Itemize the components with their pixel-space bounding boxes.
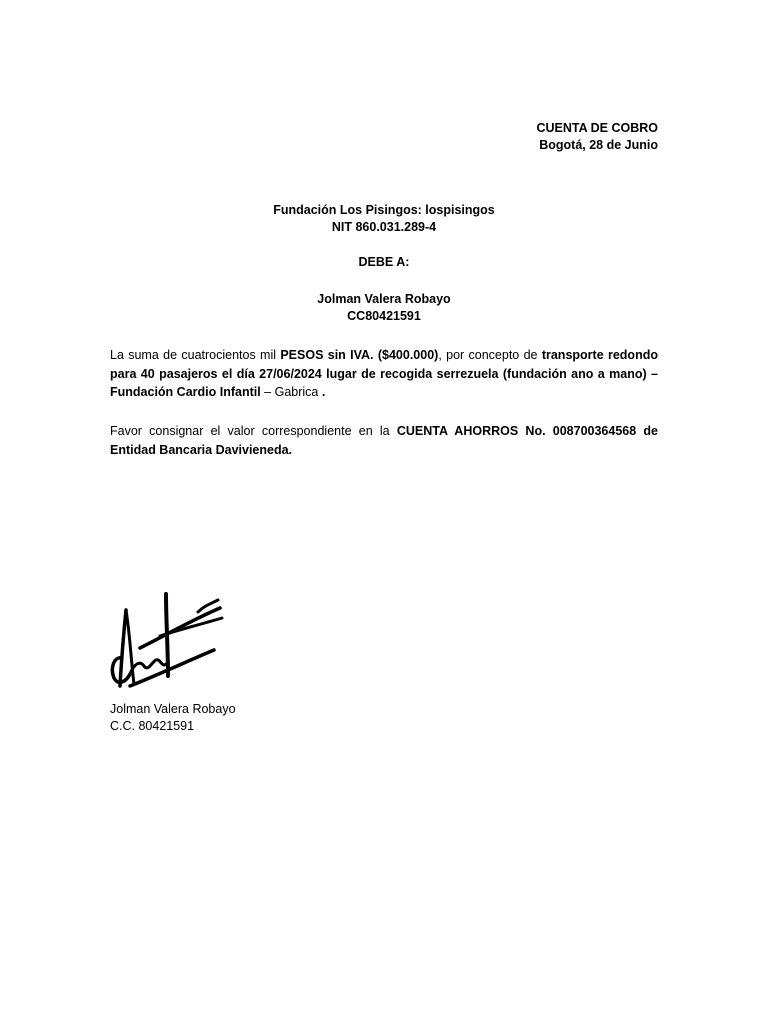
signer-block [110, 701, 236, 735]
document-title: CUENTA DE COBRO [536, 121, 658, 135]
debe-label: DEBE A: [358, 255, 410, 269]
concept-description: transporte redondo para 40 pasajeros el día 27/06/2024 lugar de recogida serrezuela (fundación ano a mano) – Fundación Cardio Infantil [110, 348, 658, 399]
signer-id: C.C. 80421591 [110, 719, 195, 733]
concept-suffix: – Gabrica [260, 385, 322, 399]
amount-text-intro: La suma de cuatrocientos mil [110, 348, 281, 362]
recipient-block [110, 202, 658, 236]
recipient-name: Fundación Los Pisingos: lospisingos [273, 203, 495, 217]
payment-paragraph [110, 422, 658, 459]
concept-intro: , por concepto de [438, 348, 542, 362]
handwritten-signature [100, 590, 230, 695]
city-date: Bogotá, 28 de Junio [539, 138, 658, 152]
bank-account: CUENTA AHORROS No. 008700364568 de Entidad Bancaria Davivieneda. [110, 424, 659, 457]
amount-value: PESOS sin IVA. ($400.000) [280, 348, 439, 362]
signer-name: Jolman Valera Robayo [110, 702, 236, 716]
debtor-name: Jolman Valera Robayo [317, 292, 451, 306]
debtor-id: CC80421591 [347, 309, 421, 323]
payment-intro: Favor consignar el valor correspondiente en la [110, 424, 397, 438]
amount-paragraph [110, 346, 658, 402]
concept-period: . [321, 385, 326, 399]
document-header [536, 120, 658, 154]
debtor-block [110, 291, 658, 325]
recipient-nit: NIT 860.031.289-4 [331, 220, 437, 234]
